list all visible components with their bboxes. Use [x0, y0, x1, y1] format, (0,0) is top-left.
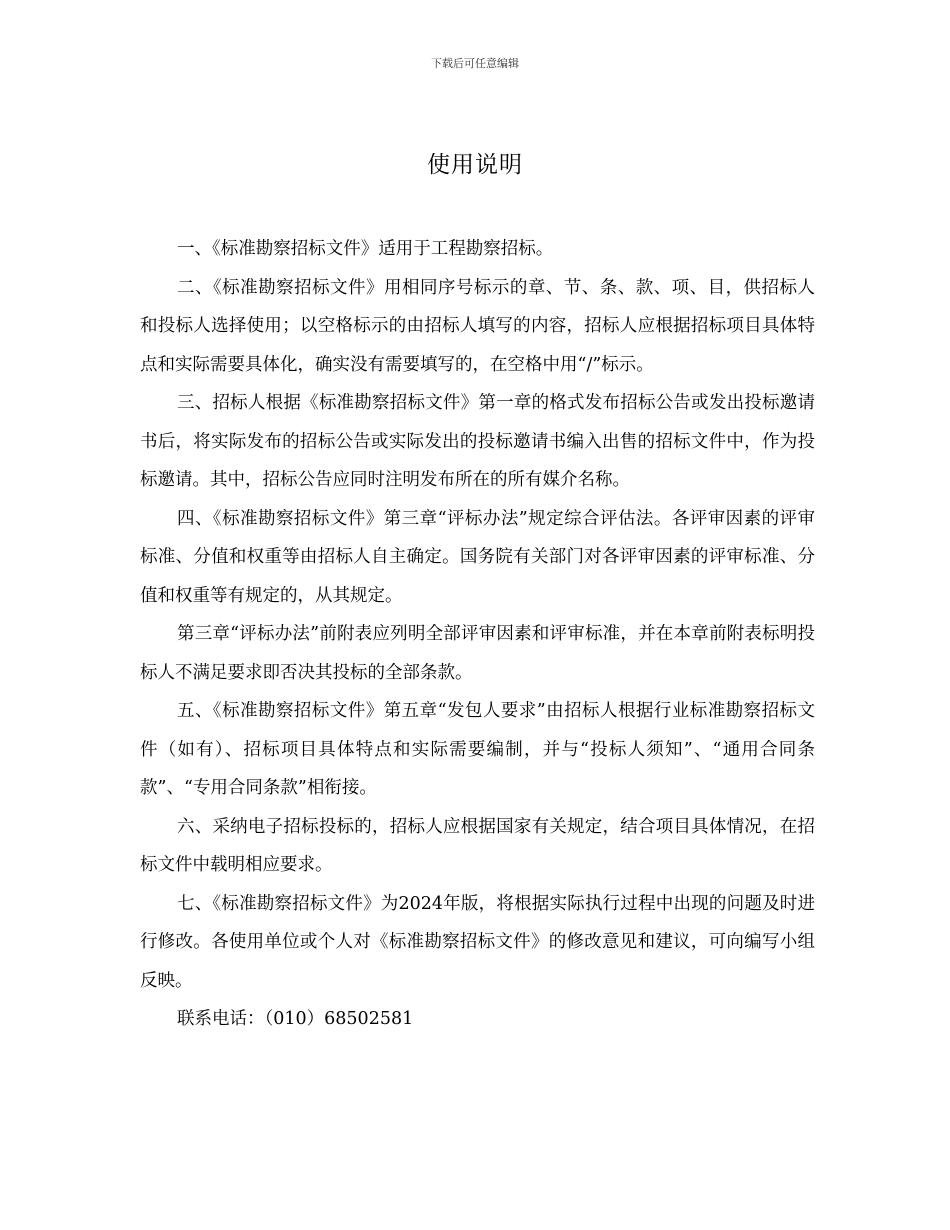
paragraph-1: 一、《标准勘察招标文件》适用于工程勘察招标。: [177, 239, 554, 259]
document-body: [140, 230, 815, 1039]
paragraph-3: 三、招标人根据《标准勘察招标文件》第一章的格式发布招标公告或发出投标邀请书后，将实际发布的招标公告或实际发出的投标邀请书编入出售的招标文件中，作为投标邀请。其中，招标公告应同时注明发布所在的所有媒介名称。: [140, 393, 815, 490]
paragraph-6: 六、采纳电子招标投标的，招标人应根据国家有关规定，结合项目具体情况，在招标文件中载明相应要求。: [140, 816, 815, 875]
paragraph-7: 七、《标准勘察招标文件》为2024年版，将根据实际执行过程中出现的问题及时进行修改。各使用单位或个人对《标准勘察招标文件》的修改意见和建议，可向编写小组反映。: [140, 893, 815, 991]
header-note: 下载后可任意编辑: [431, 57, 519, 70]
paragraph-4-supplement: 第三章“评标办法”前附表应列明全部评审因素和评审标准，并在本章前附表标明投标人不满足要求即否决其投标的全部条款。: [140, 624, 815, 683]
paragraph-4: 四、《标准勘察招标文件》第三章“评标办法”规定综合评估法。各评审因素的评审标准、分值和权重等由招标人自主确定。国务院有关部门对各评审因素的评审标准、分值和权重等有规定的，从其规定。: [140, 508, 815, 606]
page-title: 使用说明: [427, 152, 523, 178]
contact-phone: 联系电话：（010）68502581: [177, 1009, 414, 1029]
paragraph-5: 五、《标准勘察招标文件》第五章“发包人要求”由招标人根据行业标准勘察招标文件（如有）、招标项目具体特点和实际需要编制，并与“投标人须知”、“通用合同条款”、“专用合同条款”相衔接。: [140, 701, 815, 798]
paragraph-2: 二、《标准勘察招标文件》用相同序号标示的章、节、条、款、项、目，供招标人和投标人选择使用；以空格标示的由招标人填写的内容，招标人应根据招标项目具体特点和实际需要具体化，确实没有需要填写的，在空格中用“/”标示。: [140, 277, 815, 375]
